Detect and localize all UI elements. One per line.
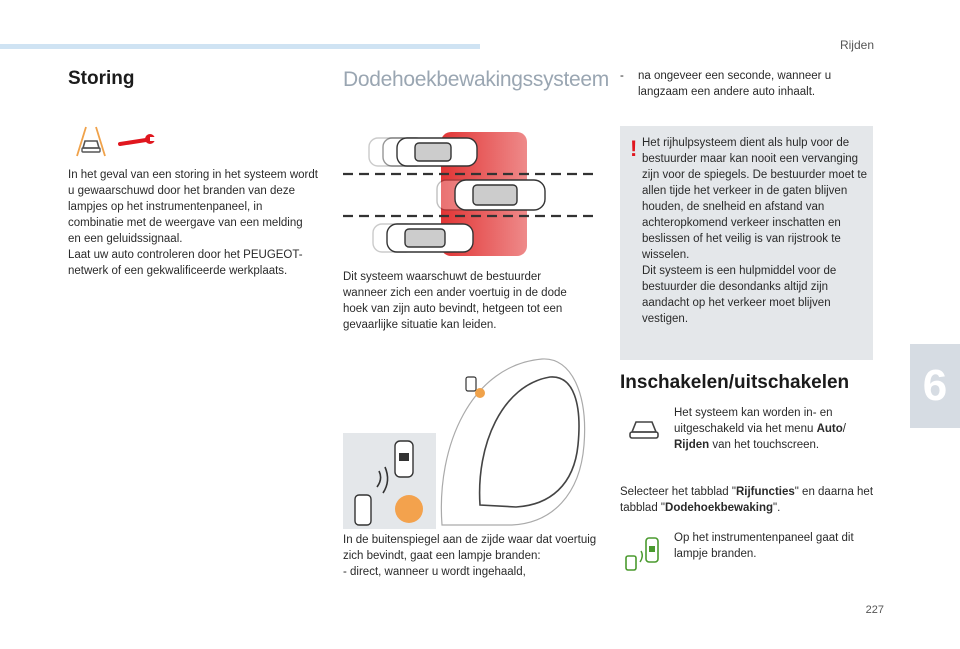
warning-triangle-car-icon [77, 127, 105, 156]
mirror-warning-lamp-icon [466, 377, 485, 398]
storing-body-1: In het geval van een storing in het systeem wordt u gewaarschuwd door het branden van deze lampjes op het instrumentenpaneel, in combinatie met de weergave van een melding en een geluidssignaal. [68, 169, 318, 245]
blind-spot-illustration [343, 130, 598, 260]
panel-lamp-text: Op het instrumentenpaneel gaat dit lampje branden. [674, 532, 854, 560]
menu-instruction: Het systeem kan worden in- en uitgeschakeld via het menu Auto/ Rijden van het touchscreen. [674, 407, 846, 451]
chapter-number-tab [910, 344, 960, 428]
car-settings-icon [628, 418, 660, 440]
tab-instruction: Selecteer het tabblad "Rijfuncties" en daarna het tabblad "Dodehoekbewaking". [620, 486, 874, 514]
exclamation-icon: ! [630, 136, 638, 161]
bullet-overtaken: - direct, wanneer u wordt ingehaald, [343, 566, 526, 578]
wrench-icon [120, 134, 157, 144]
indicator-illustration [343, 433, 436, 529]
inschakelen-heading: Inschakelen/uitschakelen [620, 372, 850, 393]
dodehoek-heading: Dodehoekbewakingssysteem [343, 68, 609, 91]
note-text-2: Dit systeem is een hulpmiddel voor de bestuurder die desondanks altijd zijn aandacht op het verkeer moet blijven vestigen. [642, 265, 837, 325]
blind-spot-indicator-icon [622, 536, 664, 572]
header-accent-bar [0, 44, 480, 49]
bullet-overtaking-dash: - [620, 70, 624, 82]
storing-heading: Storing [68, 68, 135, 89]
mirror-lamp-intro: In de buitenspiegel aan de zijde waar dat voertuig zich bevindt, gaat een lampje branden: [343, 534, 597, 562]
following-car [373, 224, 473, 252]
caution-note [620, 126, 873, 360]
storing-warning-icons [74, 124, 164, 160]
bullet-overtaking-text: na ongeveer een seconde, wanneer u langzaam een andere auto inhaalt. [638, 70, 832, 98]
chapter-number: 6 [922, 361, 948, 410]
overtaking-car [369, 138, 477, 166]
page-number: 227 [865, 604, 884, 616]
own-car [437, 180, 545, 210]
note-text-1: Het rijhulpsysteem dient als hulp voor de bestuurder maar kan nooit een vervanging zijn voor de spiegels. De bestuurder moet te allen tijde het verkeer in de gaten blijven houden, de snelheid en afstand van achteropkomend verkeer inschatten en beslissen of het veilig is van rijstrook te wisselen. [642, 137, 868, 261]
chapter-title: Rijden [839, 38, 874, 52]
dodehoek-intro: Dit systeem waarschuwt de bestuurder wanneer zich een ander voertuig in de dode hoek van zijn auto bevindt, hetgeen tot een gevaarlijke situatie kan leiden. [343, 271, 567, 331]
storing-body-2: Laat uw auto controleren door het PEUGEOT-netwerk of een gekwalificeerde werkplaats. [68, 249, 303, 277]
side-mirror-illustration [432, 355, 592, 530]
